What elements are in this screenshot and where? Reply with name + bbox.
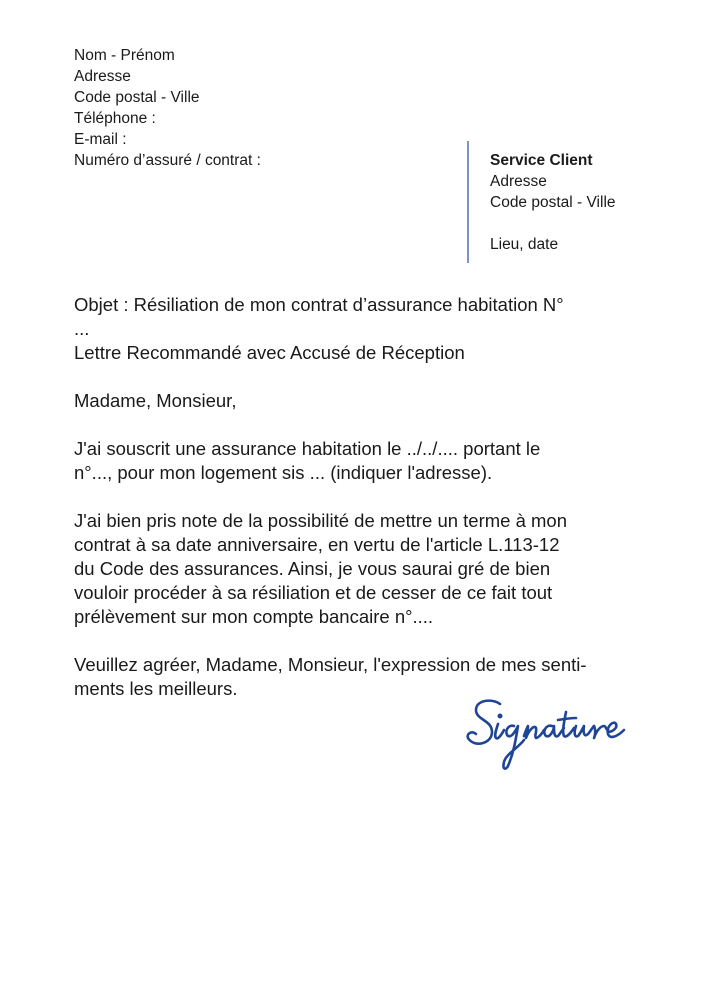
- closing-line: ments les meilleurs.: [74, 678, 238, 699]
- salutation: [74, 389, 644, 413]
- subject-line: Lettre Recommandé avec Accusé de Réception: [74, 342, 465, 363]
- recipient-address: Adresse: [490, 173, 547, 190]
- paragraph-line: du Code des assurances. Ainsi, je vous saurai gré de bien: [74, 558, 551, 579]
- handwritten-signature: [462, 690, 637, 780]
- sender-block: [74, 45, 261, 171]
- paragraph-line: J'ai bien pris note de la possibilité de mettre un terme à mon: [74, 510, 568, 531]
- sender-phone: Téléphone :: [74, 110, 156, 127]
- closing-line: Veuillez agréer, Madame, Monsieur, l'expression de mes senti-: [74, 654, 587, 675]
- recipient-postal-city: Code postal - Ville: [490, 194, 616, 211]
- paragraph-line: contrat à sa date anniversaire, en vertu de l'article L.113-12: [74, 534, 560, 555]
- signature-drawing: [462, 690, 637, 775]
- paragraph-line: vouloir procéder à sa résiliation et de cesser de ce fait tout: [74, 582, 553, 603]
- salutation-text: Madame, Monsieur,: [74, 390, 237, 411]
- paragraph-line: n°..., pour mon logement sis ... (indiquer l'adresse).: [74, 462, 493, 483]
- sender-name: Nom - Prénom: [74, 47, 175, 64]
- recipient-service: Service Client: [490, 152, 593, 169]
- subject-line: Objet : Résiliation de mon contrat d’assurance habitation N°: [74, 294, 564, 315]
- recipient-block: [490, 150, 616, 255]
- place-date: Lieu, date: [490, 236, 559, 253]
- sender-contract-number: Numéro d’assuré / contrat :: [74, 152, 261, 169]
- letter-subject: [74, 293, 644, 365]
- paragraph-line: J'ai souscrit une assurance habitation le ../../.... portant le: [74, 438, 541, 459]
- paragraph-2: [74, 509, 644, 629]
- sender-email: E-mail :: [74, 131, 127, 148]
- paragraph-line: prélèvement sur mon compte bancaire n°....: [74, 606, 434, 627]
- letter-body: [74, 293, 644, 701]
- vertical-divider: [467, 141, 469, 263]
- paragraph-1: [74, 437, 644, 485]
- sender-postal-city: Code postal - Ville: [74, 89, 200, 106]
- subject-line: ...: [74, 318, 90, 339]
- sender-address: Adresse: [74, 68, 131, 85]
